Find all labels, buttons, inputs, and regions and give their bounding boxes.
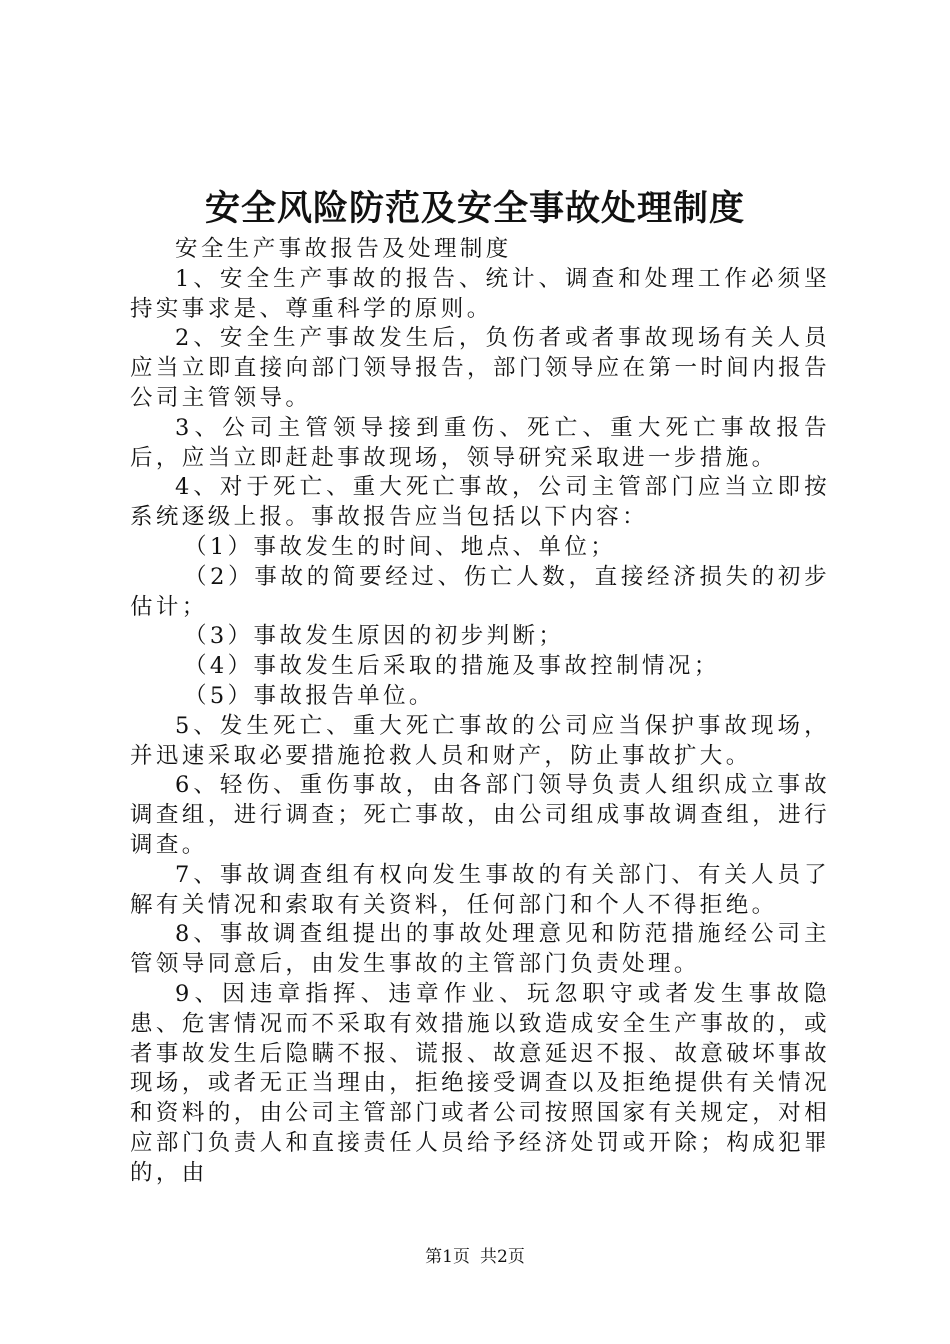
sub-item-5: （5）事故报告单位。 [184,682,435,709]
document-body [130,235,830,1189]
page-total: 共2页 [480,1247,525,1267]
page-footer [0,1246,950,1268]
paragraph-2: 2、安全生产事故发生后，负伤者或者事故现场有关人员应当立即直接向部门领导报告，部门领导应在第一时间内报告公司主管领导。 [130,325,830,411]
paragraph-3: 3、公司主管领导接到重伤、死亡、重大死亡事故报告后，应当立即赶赴事故现场，领导研究采取进一步措施。 [130,414,830,471]
paragraph-5: 5、发生死亡、重大死亡事故的公司应当保护事故现场，并迅速采取必要措施抢救人员和财产，防止事故扩大。 [130,712,830,769]
sub-item-3: （3）事故发生原因的初步判断； [184,623,565,650]
sub-item-1: （1）事故发生的时间、地点、单位； [184,533,617,560]
paragraph-9: 9、因违章指挥、违章作业、玩忽职守或者发生事故隐患、危害情况而不采取有效措施以致造成安全生产事故的，或者事故发生后隐瞒不报、谎报、故意延迟不报、故意破坏事故现场，或者无正当理由，拒绝接受调查以及拒绝提供有关情况和资料的，由公司主管部门或者公司按照国家有关规定，对相应部门负责人和直接责任人员给予经济处罚或开除；构成犯罪的，由 [130,980,830,1186]
paragraph-8: 8、事故调查组提出的事故处理意见和防范措施经公司主管领导同意后，由发生事故的主管部门负责处理。 [130,921,830,978]
document-title: 安全风险防范及安全事故处理制度 [204,188,745,229]
paragraph-1: 1、安全生产事故的报告、统计、调查和处理工作必须坚持实事求是、尊重科学的原则。 [130,265,830,322]
page-number: 第1页 [425,1247,470,1267]
paragraph-6: 6、轻伤、重伤事故，由各部门领导负责人组织成立事故调查组，进行调查；死亡事故，由公司组成事故调查组，进行调查。 [130,772,830,858]
paragraph-7: 7、事故调查组有权向发生事故的有关部门、有关人员了解有关情况和索取有关资料，任何部门和个人不得拒绝。 [130,861,830,918]
sub-item-4: （4）事故发生后采取的措施及事故控制情况； [184,653,720,680]
paragraph-4: 4、对于死亡、重大死亡事故，公司主管部门应当立即按系统逐级上报。事故报告应当包括以下内容： [130,474,830,531]
section-heading: 安全生产事故报告及处理制度 [175,236,512,262]
sub-item-2: （2）事故的简要经过、伤亡人数，直接经济损失的初步估计； [130,563,830,620]
